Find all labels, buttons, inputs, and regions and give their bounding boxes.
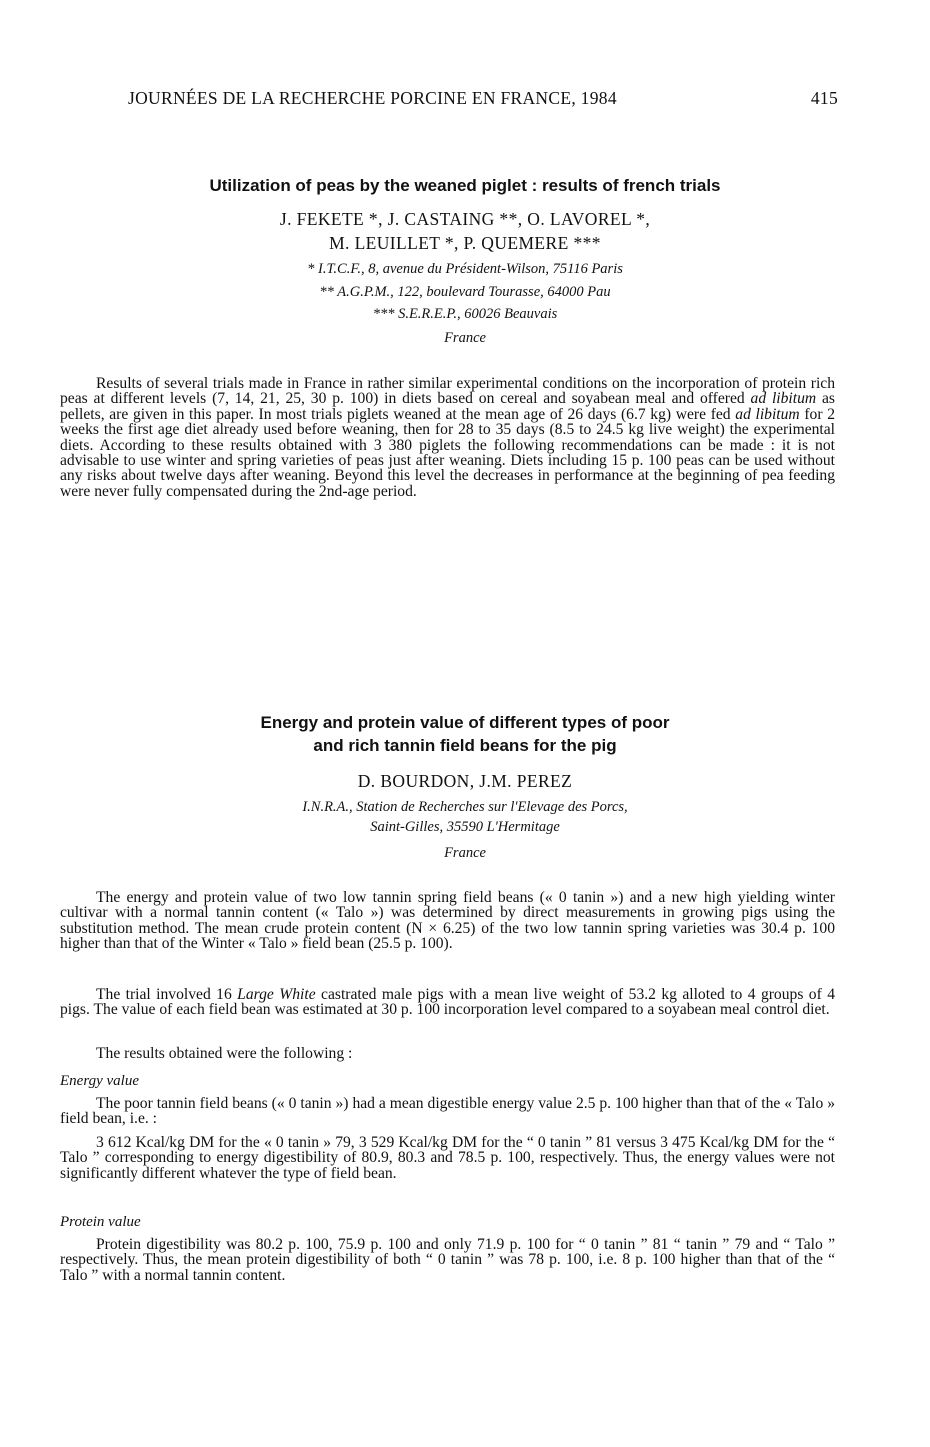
paragraph-text: The results obtained were the following :	[96, 1045, 353, 1062]
protein-value-heading: Protein value	[60, 1214, 141, 1230]
article2-affiliation-2: Saint-Gilles, 35590 L'Hermitage	[370, 819, 560, 835]
article2-title-line1: Energy and protein value of different types of poor	[260, 713, 670, 732]
abstract-text-3: for 2 weeks the first age diet already used before weaning, then for 28 to 35 days (8.5 to 24.5 kg live weight) the experimental diets. According to these results obtained with 3 380 piglets the following recommendations can be made : it is not advisable to use winter and spring varieties of peas just after weaning. Diets including 15 p. 100 peas can be used without any risks about twelve days after weaning. Beyond this level the decreases in performance at the beginning of pea feeding were never fully compensated during the 2nd-age period.	[60, 405, 835, 500]
running-header	[128, 88, 838, 112]
energy-value-heading: Energy value	[60, 1073, 139, 1089]
article2-paragraph-5	[60, 1135, 835, 1181]
article2-country: France	[444, 845, 486, 861]
abstract-italic-2: ad libitum	[735, 405, 800, 423]
paragraph-text: Protein digestibility was 80.2 p. 100, 75.9 p. 100 and only 71.9 p. 100 for “ 0 tanin ” 81 “ tanin ” 79 and “ Talo ” respectively. Thus, the mean protein digestibility of both “ 0 tanin ” was 78 p. 100, i.e. 8 p. 100 higher than that of the “ Talo ” with a normal tannin content.	[60, 1236, 835, 1284]
abstract-text-1: Results of several trials made in France in rather similar experimental conditions on the incorporation of protein rich peas at different levels (7, 14, 21, 25, 30 p. 100) in diets based on cereal and soyabean meal and offered	[60, 375, 835, 408]
abstract-text-2: as pellets, are given in this paper. In most trials piglets weaned at the mean age of 26 days (6.7 kg) were fed	[60, 390, 835, 423]
journal-title: JOURNÉES DE LA RECHERCHE PORCINE EN FRANCE, 1984	[128, 88, 617, 108]
article2-paragraph-6	[60, 1237, 835, 1283]
article2-paragraph-3	[60, 1046, 835, 1061]
paragraph-italic: Large White	[237, 986, 316, 1003]
article2-affiliation-1: I.N.R.A., Station de Recherches sur l'Elevage des Porcs,	[302, 799, 628, 815]
page-number: 415	[810, 88, 838, 108]
article2-paragraph-2	[60, 987, 835, 1018]
article2-title-line2: and rich tannin field beans for the pig	[313, 736, 617, 755]
article1-country: France	[444, 330, 486, 346]
article1-affiliation-2: ** A.G.P.M., 122, boulevard Tourasse, 64000 Pau	[319, 284, 611, 300]
article1-affiliation-1: * I.T.C.F., 8, avenue du Président-Wilson, 75116 Paris	[307, 261, 623, 277]
article1-affiliation-3: *** S.E.R.E.P., 60026 Beauvais	[372, 306, 558, 322]
article2-authors: D. BOURDON, J.M. PEREZ	[357, 771, 573, 791]
article2-paragraph-4	[60, 1096, 835, 1127]
paragraph-text: The energy and protein value of two low tannin spring field beans (« 0 tanin ») and a new high yielding winter cultivar with a normal tannin content (« Talo ») was determined by direct measurements in growing pigs using the substitution method. The mean crude protein content (N × 6.25) of the two low tannin spring varieties was 30.4 p. 100 higher than that of the Winter « Talo » field bean (25.5 p. 100).	[60, 889, 835, 953]
article1-abstract	[60, 376, 835, 499]
article1-authors-line1: J. FEKETE *, J. CASTAING **, O. LAVOREL *,	[279, 209, 651, 229]
paragraph-text: The poor tannin field beans (« 0 tanin ») had a mean digestible energy value 2.5 p. 100 higher than that of the « Talo » field bean, i.e. :	[60, 1095, 835, 1128]
abstract-italic-1: ad libitum	[750, 390, 817, 408]
article1-authors-line2: M. LEUILLET *, P. QUEMERE ***	[329, 233, 601, 253]
paragraph-text-b: castrated male pigs with a mean live weight of 53.2 kg alloted to 4 groups of 4 pigs. The value of each field bean was estimated at 30 p. 100 incorporation level compared to a soyabean meal control diet.	[60, 986, 835, 1019]
paragraph-text-a: The trial involved 16	[96, 986, 238, 1003]
article1-title: Utilization of peas by the weaned piglet : results of french trials	[209, 176, 721, 195]
article2-paragraph-1	[60, 890, 835, 952]
paragraph-text: 3 612 Kcal/kg DM for the « 0 tanin » 79, 3 529 Kcal/kg DM for the “ 0 tanin ” 81 versus 3 475 Kcal/kg DM for the “ Talo ” corresponding to energy digestibility of 80.9, 80.3 and 78.5 p. 100, respectively. Thus, the energy values were not significantly different whatever the type of field bean.	[60, 1134, 835, 1182]
